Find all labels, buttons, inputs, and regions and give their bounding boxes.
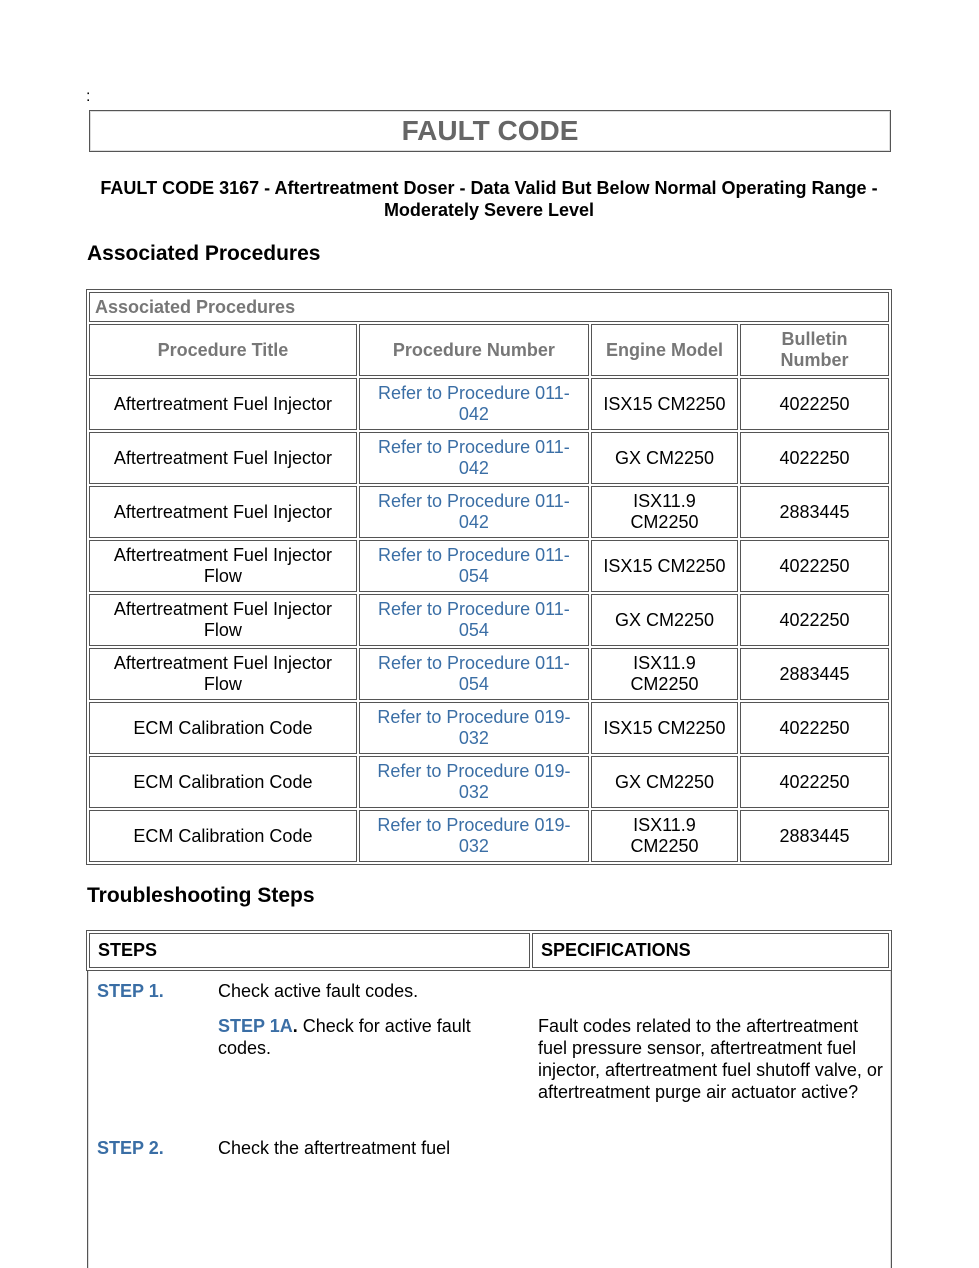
procedure-title-cell: Aftertreatment Fuel Injector Flow: [89, 594, 357, 646]
step-2-text: Check the aftertreatment fuel: [218, 1138, 451, 1158]
procedure-number-link[interactable]: Refer to Procedure 011-042: [359, 486, 589, 538]
bulletin-number-cell: 4022250: [740, 594, 889, 646]
associated-procedures-table: [86, 289, 892, 865]
column-header-bulletin-number: Bulletin Number: [740, 324, 889, 376]
table-row: [89, 810, 889, 862]
procedure-title-cell: Aftertreatment Fuel Injector: [89, 486, 357, 538]
procedure-title-cell: Aftertreatment Fuel Injector Flow: [89, 540, 357, 592]
bulletin-number-cell: 4022250: [740, 702, 889, 754]
engine-model-cell: GX CM2250: [591, 432, 738, 484]
procedure-number-link[interactable]: Refer to Procedure 011-054: [359, 594, 589, 646]
table-row: [89, 594, 889, 646]
table-row: [89, 702, 889, 754]
procedure-title-cell: ECM Calibration Code: [89, 702, 357, 754]
bulletin-number-cell: 4022250: [740, 378, 889, 430]
steps-table-body: [87, 970, 892, 1268]
page-colon: :: [86, 88, 91, 105]
step-1-text: Check active fault codes.: [218, 981, 419, 1001]
bulletin-number-cell: 4022250: [740, 756, 889, 808]
table-row: [89, 648, 889, 700]
step-1a-period: .: [292, 1016, 298, 1036]
procedure-title-cell: Aftertreatment Fuel Injector: [89, 432, 357, 484]
procedure-number-link[interactable]: Refer to Procedure 019-032: [359, 756, 589, 808]
column-header-procedure-title: Procedure Title: [89, 324, 357, 376]
table-row: [89, 378, 889, 430]
engine-model-cell: GX CM2250: [591, 756, 738, 808]
procedure-number-link[interactable]: Refer to Procedure 011-042: [359, 378, 589, 430]
step-1a-description: Check for active fault codes.: [218, 1016, 471, 1058]
procedure-title-cell: Aftertreatment Fuel Injector: [89, 378, 357, 430]
table-header-row: [89, 324, 889, 376]
table-row: [89, 432, 889, 484]
engine-model-cell: GX CM2250: [591, 594, 738, 646]
engine-model-cell: ISX11.9 CM2250: [591, 486, 738, 538]
column-header-specifications: SPECIFICATIONS: [532, 933, 889, 968]
engine-model-cell: ISX15 CM2250: [591, 540, 738, 592]
column-header-engine-model: Engine Model: [591, 324, 738, 376]
procedure-number-link[interactable]: Refer to Procedure 019-032: [359, 810, 589, 862]
procedure-number-link[interactable]: Refer to Procedure 011-042: [359, 432, 589, 484]
column-header-steps: STEPS: [89, 933, 530, 968]
bulletin-number-cell: 4022250: [740, 432, 889, 484]
associated-procedures-heading: Associated Procedures: [87, 242, 321, 265]
step-1-link[interactable]: STEP 1.: [97, 981, 164, 1001]
procedure-number-link[interactable]: Refer to Procedure 019-032: [359, 702, 589, 754]
column-header-procedure-number: Procedure Number: [359, 324, 589, 376]
table-row: [89, 486, 889, 538]
engine-model-cell: ISX11.9 CM2250: [591, 810, 738, 862]
procedure-title-cell: ECM Calibration Code: [89, 756, 357, 808]
bulletin-number-cell: 2883445: [740, 486, 889, 538]
step-1a-link[interactable]: STEP 1A: [218, 1016, 293, 1036]
table-caption: Associated Procedures: [89, 292, 889, 322]
bulletin-number-cell: 4022250: [740, 540, 889, 592]
engine-model-cell: ISX11.9 CM2250: [591, 648, 738, 700]
engine-model-cell: ISX15 CM2250: [591, 702, 738, 754]
fault-code-banner: FAULT CODE: [89, 110, 891, 152]
procedure-title-cell: Aftertreatment Fuel Injector Flow: [89, 648, 357, 700]
table-row: [89, 540, 889, 592]
procedure-title-cell: ECM Calibration Code: [89, 810, 357, 862]
bulletin-number-cell: 2883445: [740, 810, 889, 862]
fault-code-subtitle: FAULT CODE 3167 - Aftertreatment Doser - Data Valid But Below Normal Operating Range - Moderately Severe Level: [100, 178, 878, 220]
troubleshooting-steps-heading: Troubleshooting Steps: [87, 884, 315, 907]
step-2-link[interactable]: STEP 2.: [97, 1138, 164, 1158]
table-row: [89, 756, 889, 808]
procedure-number-link[interactable]: Refer to Procedure 011-054: [359, 648, 589, 700]
bulletin-number-cell: 2883445: [740, 648, 889, 700]
engine-model-cell: ISX15 CM2250: [591, 378, 738, 430]
steps-table-header: [86, 930, 892, 971]
step-1a-text: [218, 1015, 508, 1059]
procedure-number-link[interactable]: Refer to Procedure 011-054: [359, 540, 589, 592]
step-1a-specification: Fault codes related to the aftertreatment fuel pressure sensor, aftertreatment fuel injector, aftertreatment fuel shutoff valve, or aftertreatment purge air actuator active?: [538, 1016, 883, 1102]
